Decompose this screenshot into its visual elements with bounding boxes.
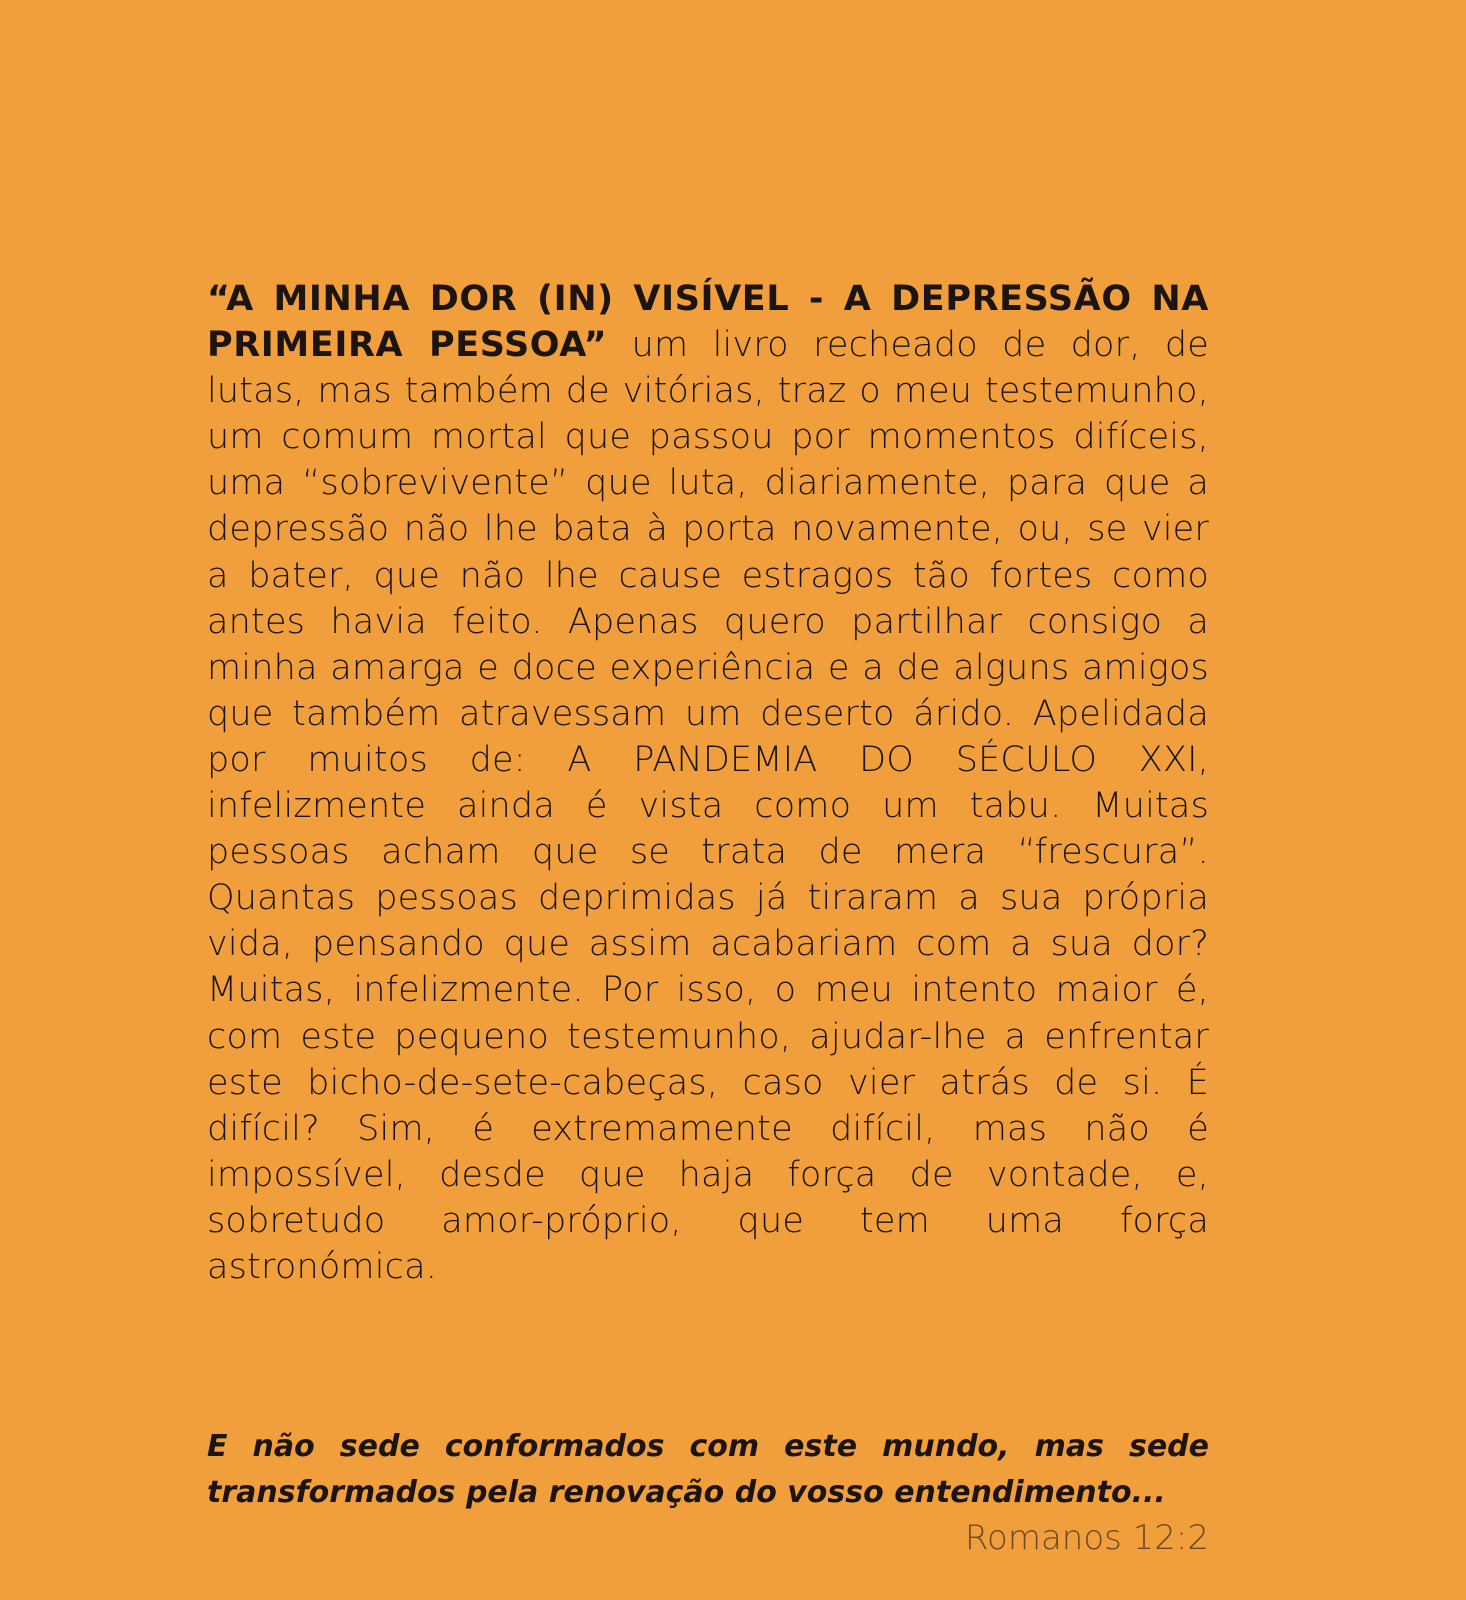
- book-description: [207, 276, 1209, 1290]
- verse-quote: E não sede conformados com este mundo, mas sede transformados pela renovação do vosso entendimento...: [207, 1429, 1209, 1510]
- back-cover-content: [207, 276, 1209, 1290]
- book-title: “A MINHA DOR (IN) VISÍVEL - A DEPRESSÃO NA PRIMEIRA PESSOA”: [207, 279, 1209, 366]
- book-description-text: um livro recheado de dor, de lutas, mas também de vitórias, traz o meu testemunho, um comum mortal que passou por momentos difíceis, uma “sobrevivente” que luta, diariamente, para que a depressão não lhe bata à porta novamente, ou, se vier a bater, que não lhe cause estragos tão fortes como antes havia feito. Apenas quero partilhar consigo a minha amarga e doce experiência e a de alguns amigos que também atravessam um deserto árido. Apelidada por muitos de: A PANDEMIA DO SÉCULO XXI, infelizmente ainda é vista como um tabu. Muitas pessoas acham que se trata de mera “frescura”. Quantas pessoas deprimidas já tiraram a sua própria vida, pensando que assim acabariam com a sua dor? Muitas, infelizmente. Por isso, o meu intento maior é, com este pequeno testemunho, ajudar-lhe a enfrentar este bicho-de-sete-cabeças, caso vier atrás de si. É difícil? Sim, é extremamente difícil, mas não é impossível, desde que haja força de vontade, e, sobretudo amor-próprio, que tem uma força astronómica.: [207, 325, 1209, 1287]
- verse-citation: Romanos 12:2: [964, 1518, 1209, 1558]
